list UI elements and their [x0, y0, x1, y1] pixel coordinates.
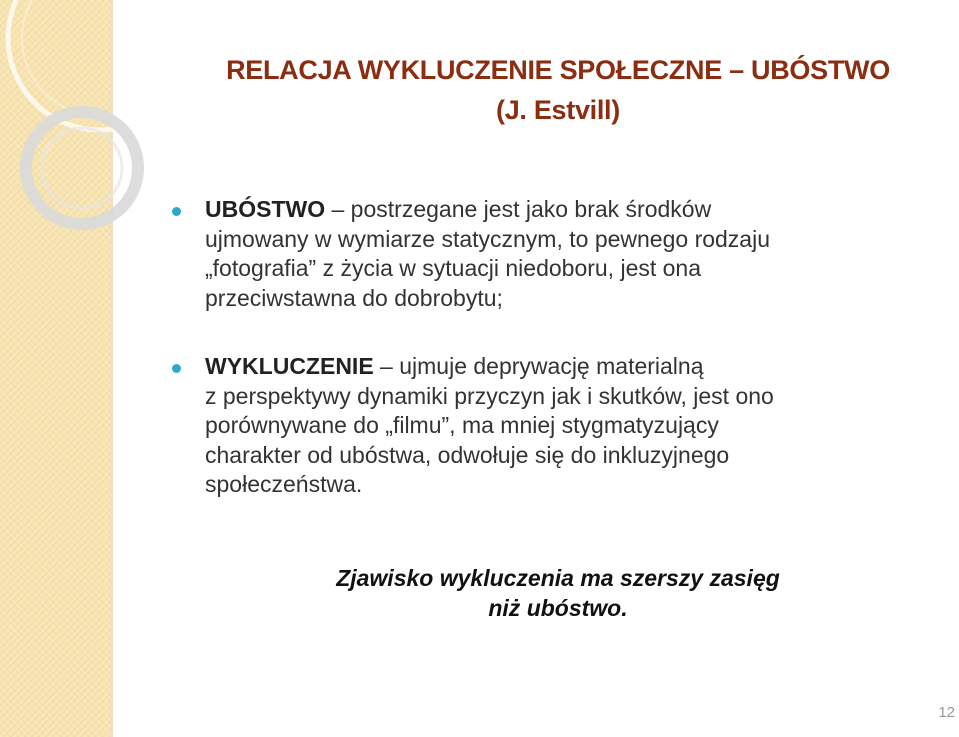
bullet-exclusion-line-5: społeczeństwa.: [205, 471, 363, 497]
ring-decoration: [0, 0, 200, 260]
conclusion-line-1: Zjawisko wykluczenia ma szerszy zasięg: [336, 565, 780, 591]
lower-ring-inner: [42, 128, 122, 208]
bullet-poverty-line-3: „fotografia” z życia w sytuacji niedoboru, jest ona: [205, 255, 702, 281]
upper-ring-inner: [22, 0, 178, 116]
bullet-exclusion-line-4: charakter od ubóstwa, odwołuje się do inkluzyjnego: [205, 441, 730, 468]
bullet-exclusion-text-1: – ujmuje deprywację materialną: [373, 353, 704, 379]
bullet-exclusion-line-3: porównywane do „filmu”, ma mniej stygmatyzujący: [205, 412, 719, 438]
slide-title: [160, 50, 956, 130]
bullet-poverty-term: UBÓSTWO: [205, 196, 326, 222]
bullet-poverty-line-4: przeciwstawna do dobrobytu;: [205, 284, 503, 311]
bullet-list: [172, 195, 932, 500]
conclusion: [160, 563, 956, 623]
bullet-exclusion: [172, 352, 932, 500]
bullet-poverty: [172, 195, 932, 313]
title-line-1: RELACJA WYKLUCZENIE SPOŁECZNE – UBÓSTWO: [226, 55, 890, 85]
conclusion-line-2: niż ubóstwo.: [488, 595, 628, 621]
title-line-2: (J. Estvill): [496, 95, 620, 125]
bullet-dot-icon: [172, 207, 181, 216]
page-number: 12: [938, 704, 955, 721]
bullet-poverty-line-1: [205, 195, 932, 225]
bullet-poverty-text-1: – postrzegane jest jako brak środków: [325, 196, 712, 222]
bullet-exclusion-line-2: z perspektywy dynamiki przyczyn jak i skutków, jest ono: [205, 382, 774, 409]
bullet-exclusion-term: WYKLUCZENIE: [205, 353, 374, 379]
bullet-exclusion-line-1: [205, 352, 932, 382]
bullet-poverty-line-2: ujmowany w wymiarze statycznym, to pewnego rodzaju: [205, 225, 771, 252]
bullet-dot-icon: [172, 364, 181, 373]
